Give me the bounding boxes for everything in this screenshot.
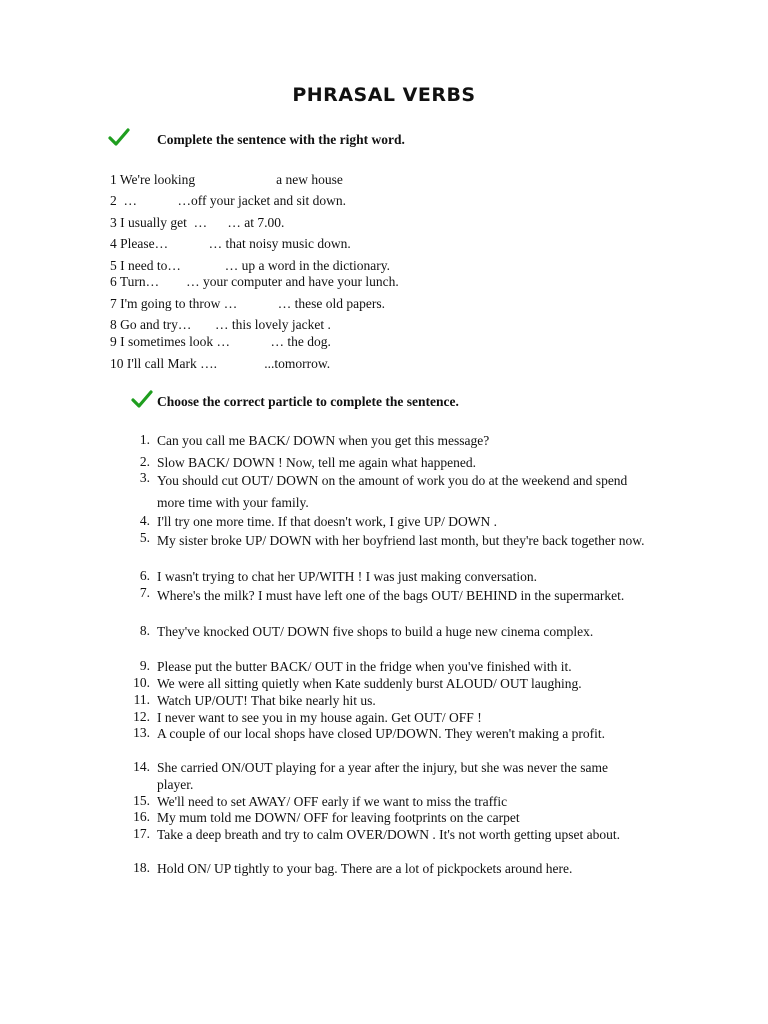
- item-number: 9.: [139, 658, 150, 673]
- exercise2-item: Please put the butter BACK/ OUT in the fridge when you've finished with it.: [157, 659, 572, 674]
- exercise2-item: Where's the milk? I must have left one of the bags OUT/ BEHIND in the supermarket.: [157, 588, 625, 603]
- item-number: 12.: [133, 709, 150, 724]
- item-number: 14.: [133, 759, 150, 774]
- exercise2-item: Hold ON/ UP tightly to your bag. There are a lot of pickpockets around here.: [157, 861, 573, 876]
- exercise1-line: 9 I sometimes look … … the dog.: [110, 334, 331, 349]
- exercise2-item: They've knocked OUT/ DOWN five shops to build a huge new cinema complex.: [157, 624, 594, 639]
- item-number: 11.: [133, 692, 150, 707]
- check-mark-icon: [131, 389, 153, 409]
- exercise1-line: 4 Please… … that noisy music down.: [110, 236, 351, 251]
- exercise2-item: Slow BACK/ DOWN ! Now, tell me again what happened.: [157, 455, 476, 470]
- exercise1-line: 8 Go and try… … this lovely jacket .: [110, 317, 331, 332]
- section1-heading: Complete the sentence with the right word.: [157, 132, 405, 147]
- item-number: 17.: [133, 826, 150, 841]
- exercise1-line: 6 Turn… … your computer and have your lunch.: [110, 274, 399, 289]
- exercise1-line: 2 … …off your jacket and sit down.: [110, 193, 346, 208]
- exercise2-item: My sister broke UP/ DOWN with her boyfriend last month, but they're back together now.: [157, 533, 645, 548]
- exercise1-line: 7 I'm going to throw … … these old papers.: [110, 296, 386, 311]
- item-number: 1.: [139, 432, 150, 447]
- item-number: 4.: [139, 513, 150, 528]
- item-number: 10.: [133, 675, 150, 690]
- item-number: 18.: [133, 860, 150, 875]
- exercise2-item: She carried ON/OUT playing for a year after the injury, but she was never the same player.: [157, 760, 608, 792]
- exercise2-item: Take a deep breath and try to calm OVER/DOWN . It's not worth getting upset about.: [157, 827, 620, 842]
- exercise2-item: Watch UP/OUT! That bike nearly hit us.: [157, 693, 376, 708]
- section2-heading: Choose the correct particle to complete the sentence.: [157, 394, 459, 409]
- exercise2-item: My mum told me DOWN/ OFF for leaving footprints on the carpet: [157, 810, 520, 825]
- exercise1-line: 5 I need to… … up a word in the dictionary.: [110, 258, 390, 273]
- exercise2-item: A couple of our local shops have closed UP/DOWN. They weren't making a profit.: [157, 726, 605, 741]
- item-number: 13.: [133, 725, 150, 740]
- item-number: 3.: [139, 470, 150, 485]
- exercise2-item: We were all sitting quietly when Kate suddenly burst ALOUD/ OUT laughing.: [157, 676, 582, 691]
- page-title: PHRASAL VERBS: [292, 84, 476, 106]
- exercise2-item: Can you call me BACK/ DOWN when you get this message?: [157, 433, 490, 448]
- exercise2-item: I never want to see you in my house again. Get OUT/ OFF !: [157, 710, 482, 725]
- item-number: 16.: [133, 809, 150, 824]
- exercise2-item: We'll need to set AWAY/ OFF early if we want to miss the traffic: [157, 794, 508, 809]
- check-mark-icon: [108, 127, 130, 147]
- exercise2-item: I wasn't trying to chat her UP/WITH ! I was just making conversation.: [157, 569, 537, 584]
- item-number: 15.: [133, 793, 150, 808]
- exercise1-line: 10 I'll call Mark …. ...tomorrow.: [110, 356, 331, 371]
- item-number: 6.: [139, 568, 150, 583]
- item-number: 7.: [139, 585, 150, 600]
- item-number: 5.: [139, 530, 150, 545]
- item-number: 2.: [139, 454, 150, 469]
- exercise2-item: I'll try one more time. If that doesn't work, I give UP/ DOWN .: [157, 514, 498, 529]
- exercise1-line: 1 We're looking a new house: [110, 172, 343, 187]
- item-number: 8.: [139, 623, 150, 638]
- exercise1-line: 3 I usually get … … at 7.00.: [110, 215, 285, 230]
- exercise2-item: You should cut OUT/ DOWN on the amount of work you do at the weekend and spend more time with your family.: [157, 473, 628, 510]
